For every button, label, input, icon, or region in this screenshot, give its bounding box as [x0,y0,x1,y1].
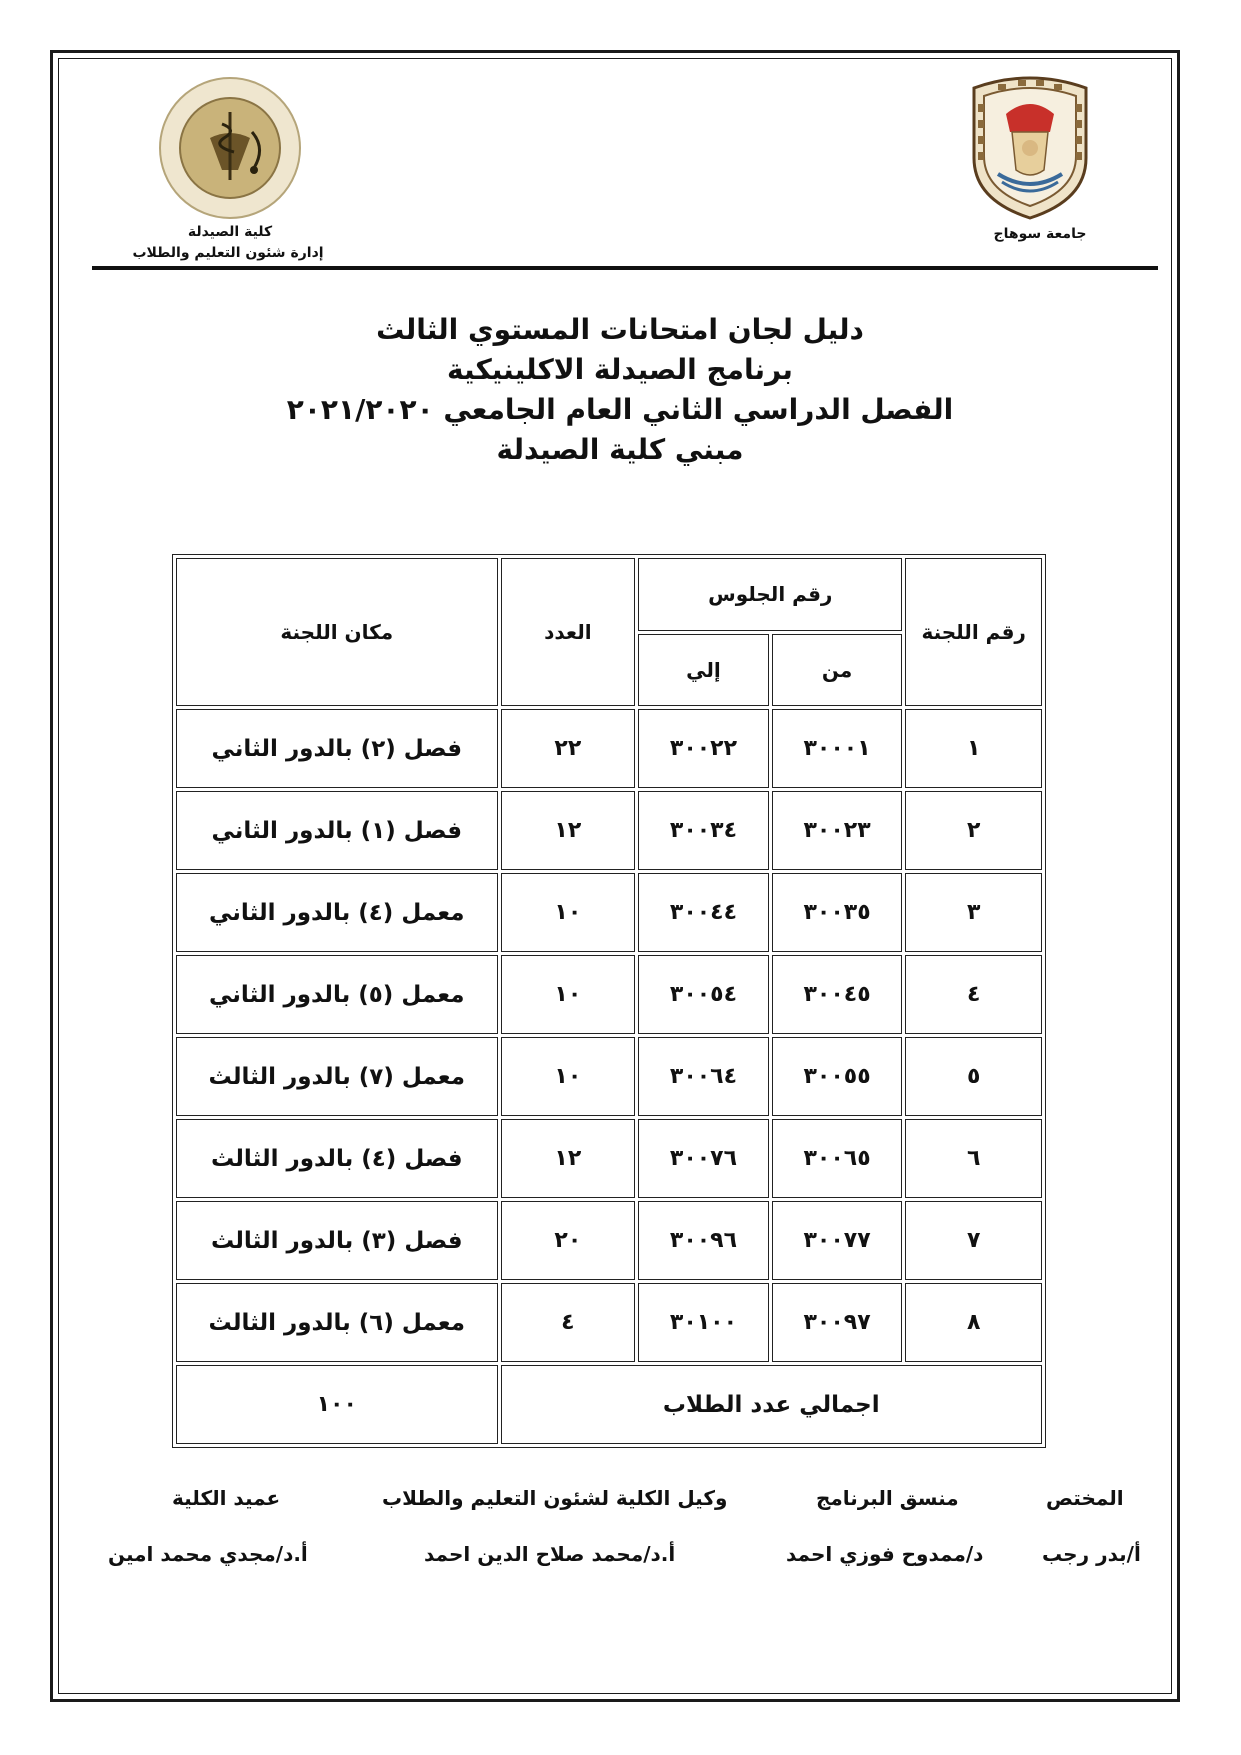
sohag-university-seal-logo [968,74,1092,220]
table-row [176,955,1042,1034]
cell-place: فصل (١) بالدور الثاني [176,791,498,870]
signature-name: د/ممدوح فوزي احمد [786,1542,984,1566]
cell-count: ٤ [501,1283,636,1362]
title-line: الفصل الدراسي الثاني العام الجامعي ٢٠٢١/٢٠٢٠ [286,393,954,426]
total-value: ١٠٠ [176,1365,498,1444]
signature-name: أ/بدر رجب [1042,1542,1141,1566]
cell-count: ١٠ [501,955,636,1034]
cell-seat-from: ٣٠٠٠١ [772,709,903,788]
department-name: إدارة شئون التعليم والطلاب [132,245,324,261]
cell-committee-no: ١ [905,709,1042,788]
cell-seat-from: ٣٠٠٦٥ [772,1119,903,1198]
cell-seat-to: ٣٠٠٤٤ [638,873,769,952]
table-row [176,1283,1042,1362]
cell-seat-to: ٣٠٠٥٤ [638,955,769,1034]
cell-seat-to: ٣٠٠٦٤ [638,1037,769,1116]
cell-committee-no: ٢ [905,791,1042,870]
cell-count: ٢٠ [501,1201,636,1280]
table-row [176,873,1042,952]
signature-title: عميد الكلية [172,1486,281,1510]
cell-place: معمل (٥) بالدور الثاني [176,955,498,1034]
header-place: مكان اللجنة [176,558,498,706]
header-divider [92,266,1158,270]
table-header-row [176,558,1042,631]
table-row [176,709,1042,788]
title-line: مبني كلية الصيدلة [496,433,744,466]
title-line: برنامج الصيدلة الاكلينيكية [447,353,793,386]
cell-place: فصل (٣) بالدور الثالث [176,1201,498,1280]
signature-title: وكيل الكلية لشئون التعليم والطلاب [382,1486,728,1510]
cell-seat-to: ٣٠١٠٠ [638,1283,769,1362]
table-total-row [176,1365,1042,1444]
signature-name: أ.د/مجدي محمد امين [108,1542,308,1566]
header-committee-no: رقم اللجنة [905,558,1042,706]
header-to: إلي [638,634,769,707]
cell-seat-to: ٣٠٠٧٦ [638,1119,769,1198]
faculty-name: كلية الصيدلة [187,224,273,240]
cell-place: فصل (٤) بالدور الثالث [176,1119,498,1198]
document-titles [200,310,1040,470]
header-seat-no: رقم الجلوس [638,558,902,631]
cell-place: معمل (٧) بالدور الثالث [176,1037,498,1116]
cell-seat-from: ٣٠٠٣٥ [772,873,903,952]
clinical-pharmacy-program-logo [158,76,302,220]
cell-committee-no: ٧ [905,1201,1042,1280]
cell-count: ٢٢ [501,709,636,788]
university-name: جامعة سوهاج [993,226,1087,242]
header-count: العدد [501,558,636,706]
header-from: من [772,634,903,707]
table-row [176,1201,1042,1280]
cell-seat-from: ٣٠٠٤٥ [772,955,903,1034]
cell-place: فصل (٢) بالدور الثاني [176,709,498,788]
total-label: اجمالي عدد الطلاب [501,1365,1042,1444]
cell-count: ١٠ [501,1037,636,1116]
cell-seat-to: ٣٠٠٣٤ [638,791,769,870]
table-row [176,1037,1042,1116]
cell-seat-from: ٣٠٠٥٥ [772,1037,903,1116]
cell-count: ١٠ [501,873,636,952]
cell-place: معمل (٤) بالدور الثاني [176,873,498,952]
cell-seat-to: ٣٠٠٢٢ [638,709,769,788]
cell-committee-no: ٦ [905,1119,1042,1198]
cell-count: ١٢ [501,791,636,870]
cell-committee-no: ٥ [905,1037,1042,1116]
title-line: دليل لجان امتحانات المستوي الثالث [376,313,864,346]
cell-committee-no: ٨ [905,1283,1042,1362]
cell-seat-from: ٣٠٠٧٧ [772,1201,903,1280]
signature-title: المختص [1046,1486,1124,1510]
cell-count: ١٢ [501,1119,636,1198]
committees-table [172,554,1046,1448]
signature-name: أ.د/محمد صلاح الدين احمد [424,1542,676,1566]
cell-seat-from: ٣٠٠٩٧ [772,1283,903,1362]
cell-committee-no: ٣ [905,873,1042,952]
cell-seat-to: ٣٠٠٩٦ [638,1201,769,1280]
cell-place: معمل (٦) بالدور الثالث [176,1283,498,1362]
signature-title: منسق البرنامج [816,1486,959,1510]
cell-committee-no: ٤ [905,955,1042,1034]
cell-seat-from: ٣٠٠٢٣ [772,791,903,870]
table-row [176,791,1042,870]
table-row [176,1119,1042,1198]
